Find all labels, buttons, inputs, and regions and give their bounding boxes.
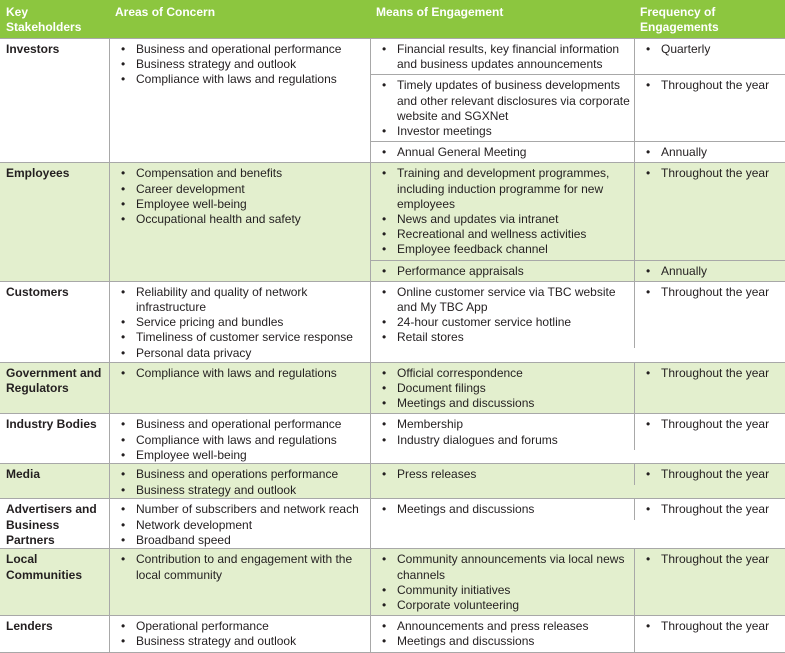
header-engagement: Means of Engagement bbox=[376, 5, 504, 19]
table-row bbox=[0, 549, 785, 616]
means-item: • 24-hour customer service hotline bbox=[377, 315, 630, 330]
stakeholder-name: Media bbox=[6, 467, 41, 482]
frequency-cell bbox=[634, 616, 785, 651]
means-item: • Community announcements via local news channels bbox=[377, 552, 630, 582]
means-item: • News and updates via intranet bbox=[377, 212, 630, 227]
engagement-group bbox=[371, 363, 785, 414]
means-item: • Meetings and discussions bbox=[377, 396, 630, 411]
concern-item: • Business strategy and outlook bbox=[116, 634, 366, 649]
stakeholder-name: Employees bbox=[6, 166, 70, 181]
concern-item: • Number of subscribers and network reach bbox=[116, 502, 366, 517]
concern-item: • Business and operations performance bbox=[116, 467, 366, 482]
concern-item: • Service pricing and bundles bbox=[116, 315, 366, 330]
concerns-cell bbox=[109, 163, 370, 280]
table-row bbox=[0, 282, 785, 363]
concerns-cell bbox=[109, 282, 370, 362]
table-row bbox=[0, 414, 785, 464]
frequency-cell bbox=[634, 363, 785, 414]
stakeholder-name: Advertisers and Business Partners bbox=[6, 502, 97, 547]
frequency-cell bbox=[634, 282, 785, 348]
concerns-cell bbox=[109, 464, 370, 498]
means-cell bbox=[371, 261, 634, 281]
concern-item: • Employee well-being bbox=[116, 448, 366, 463]
frequency-cell bbox=[634, 549, 785, 615]
table-row bbox=[0, 464, 785, 499]
means-item: • Training and development programmes, including induction programme for new employees bbox=[377, 166, 630, 212]
stakeholder-name: Investors bbox=[6, 42, 60, 56]
frequency-item: • Throughout the year bbox=[641, 285, 781, 300]
means-item: • Performance appraisals bbox=[377, 264, 630, 279]
means-item: • Announcements and press releases bbox=[377, 619, 630, 634]
stakeholder-name: Lenders bbox=[6, 619, 53, 634]
engagement-groups bbox=[370, 39, 785, 162]
table-row bbox=[0, 163, 785, 281]
frequency-cell bbox=[634, 39, 785, 74]
frequency-cell bbox=[634, 499, 785, 519]
concern-item: • Compliance with laws and regulations bbox=[116, 366, 366, 381]
engagement-group bbox=[371, 75, 785, 142]
means-cell bbox=[371, 616, 634, 651]
frequency-cell bbox=[634, 142, 785, 162]
concerns-cell bbox=[109, 363, 370, 414]
means-item: • Retail stores bbox=[377, 330, 630, 345]
means-cell bbox=[371, 414, 634, 449]
concern-item: • Network development bbox=[116, 518, 366, 533]
concerns-cell bbox=[109, 39, 370, 162]
engagement-groups bbox=[370, 464, 785, 498]
means-item: • Meetings and discussions bbox=[377, 502, 630, 517]
engagement-group bbox=[371, 549, 785, 615]
engagement-groups bbox=[370, 616, 785, 651]
header-frequency: Frequency of Engagements bbox=[640, 5, 719, 35]
concern-item: • Compliance with laws and regulations bbox=[116, 72, 366, 87]
concerns-cell bbox=[109, 414, 370, 463]
frequency-item: • Throughout the year bbox=[641, 467, 781, 482]
engagement-groups bbox=[370, 163, 785, 280]
concern-item: • Compensation and benefits bbox=[116, 166, 366, 181]
means-item: • Recreational and wellness activities bbox=[377, 227, 630, 242]
table-row bbox=[0, 499, 785, 549]
engagement-groups bbox=[370, 282, 785, 362]
means-cell bbox=[371, 142, 634, 162]
frequency-cell bbox=[634, 414, 785, 449]
means-item: • Meetings and discussions bbox=[377, 634, 630, 649]
header-stakeholders: Key Stakeholders bbox=[6, 5, 82, 35]
frequency-item: • Throughout the year bbox=[641, 619, 781, 634]
means-item: • Financial results, key financial information and business updates announcements bbox=[377, 42, 630, 72]
stakeholder-name: Local Communities bbox=[6, 552, 83, 582]
means-cell bbox=[371, 363, 634, 414]
concern-item: • Operational performance bbox=[116, 619, 366, 634]
concern-item: • Compliance with laws and regulations bbox=[116, 433, 366, 448]
engagement-group bbox=[371, 163, 785, 260]
means-cell bbox=[371, 39, 634, 74]
frequency-item: • Quarterly bbox=[641, 42, 781, 57]
means-cell bbox=[371, 464, 634, 484]
means-item: • Online customer service via TBC website and My TBC App bbox=[377, 285, 630, 315]
means-item: • Press releases bbox=[377, 467, 630, 482]
engagement-group bbox=[371, 616, 785, 651]
means-item: • Timely updates of business developments and other relevant disclosures via corporate website and SGXNet bbox=[377, 78, 630, 124]
frequency-item: • Throughout the year bbox=[641, 417, 781, 432]
frequency-cell bbox=[634, 163, 785, 259]
engagement-group bbox=[371, 39, 785, 75]
concern-item: • Business strategy and outlook bbox=[116, 483, 366, 498]
engagement-group bbox=[371, 142, 785, 162]
concerns-cell bbox=[109, 499, 370, 548]
concern-item: • Career development bbox=[116, 182, 366, 197]
table-row bbox=[0, 616, 785, 652]
means-item: • Official correspondence bbox=[377, 366, 630, 381]
concern-item: • Contribution to and engagement with the local community bbox=[116, 552, 366, 582]
means-item: • Document filings bbox=[377, 381, 630, 396]
table-header bbox=[0, 0, 785, 39]
engagement-groups bbox=[370, 549, 785, 615]
engagement-group bbox=[371, 499, 785, 519]
frequency-cell bbox=[634, 261, 785, 281]
engagement-group bbox=[371, 464, 785, 484]
engagement-groups bbox=[370, 363, 785, 414]
means-item: • Annual General Meeting bbox=[377, 145, 630, 160]
engagement-groups bbox=[370, 499, 785, 548]
means-item: • Community initiatives bbox=[377, 583, 630, 598]
means-item: • Industry dialogues and forums bbox=[377, 433, 630, 448]
frequency-item: • Throughout the year bbox=[641, 502, 781, 517]
concerns-cell bbox=[109, 616, 370, 651]
table-row bbox=[0, 363, 785, 415]
stakeholder-name: Government and Regulators bbox=[6, 365, 102, 396]
concern-item: • Timeliness of customer service response bbox=[116, 330, 366, 345]
frequency-item: • Throughout the year bbox=[641, 78, 781, 93]
frequency-item: • Annually bbox=[641, 145, 781, 160]
engagement-group bbox=[371, 282, 785, 348]
concern-item: • Occupational health and safety bbox=[116, 212, 366, 227]
frequency-item: • Throughout the year bbox=[641, 366, 781, 381]
frequency-cell bbox=[634, 75, 785, 141]
frequency-item: • Throughout the year bbox=[641, 552, 781, 567]
concerns-cell bbox=[109, 549, 370, 615]
engagement-groups bbox=[370, 414, 785, 463]
means-item: • Corporate volunteering bbox=[377, 598, 630, 613]
header-concerns: Areas of Concern bbox=[115, 5, 216, 19]
frequency-item: • Annually bbox=[641, 264, 781, 279]
concern-item: • Broadband speed bbox=[116, 533, 366, 548]
concern-item: • Business and operational performance bbox=[116, 42, 366, 57]
frequency-cell bbox=[634, 464, 785, 484]
means-item: • Investor meetings bbox=[377, 124, 630, 139]
means-item: • Employee feedback channel bbox=[377, 242, 630, 257]
concern-item: • Business and operational performance bbox=[116, 417, 366, 432]
stakeholder-name: Customers bbox=[6, 284, 69, 299]
concern-item: • Reliability and quality of network infrastructure bbox=[116, 285, 366, 315]
means-cell bbox=[371, 499, 634, 519]
means-cell bbox=[371, 75, 634, 141]
means-cell bbox=[371, 282, 634, 348]
engagement-group bbox=[371, 261, 785, 281]
table-row bbox=[0, 39, 785, 163]
means-item: • Membership bbox=[377, 417, 630, 432]
table-body bbox=[0, 39, 785, 653]
engagement-group bbox=[371, 414, 785, 449]
means-cell bbox=[371, 549, 634, 615]
means-cell bbox=[371, 163, 634, 259]
concern-item: • Business strategy and outlook bbox=[116, 57, 366, 72]
concern-item: • Personal data privacy bbox=[116, 346, 366, 361]
concern-item: • Employee well-being bbox=[116, 197, 366, 212]
stakeholder-name: Industry Bodies bbox=[6, 417, 97, 432]
frequency-item: • Throughout the year bbox=[641, 166, 781, 181]
